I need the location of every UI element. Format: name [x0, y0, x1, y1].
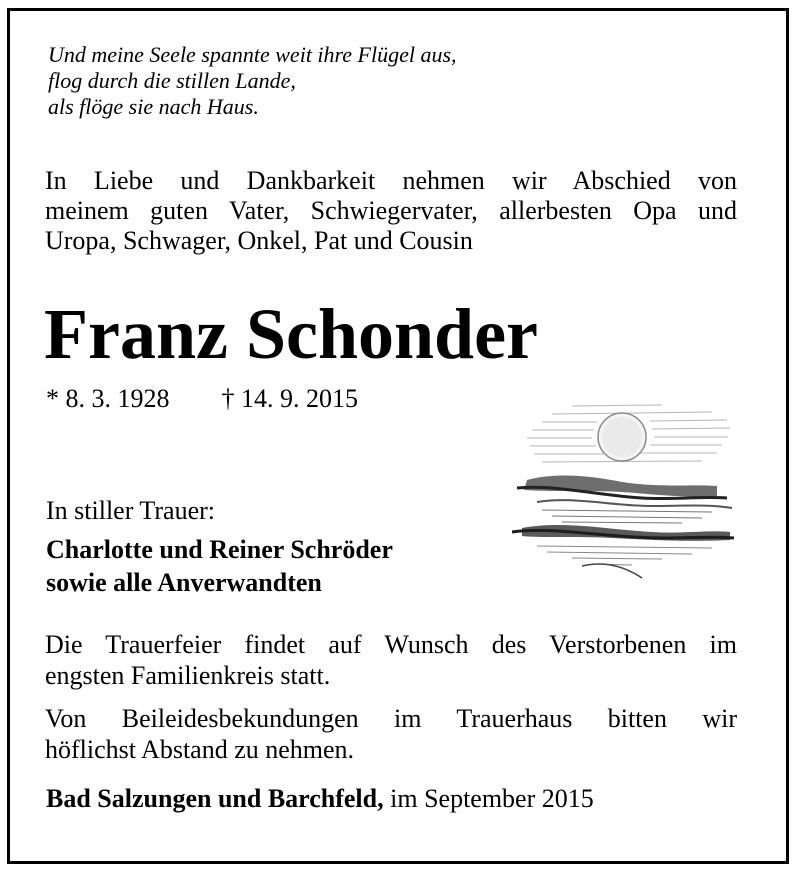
funeral-notice-line: Die Trauerfeier findet auf Wunsch des Verstorbenen im	[45, 630, 737, 659]
poem-line: als flöge sie nach Haus.	[48, 94, 259, 119]
funeral-notice	[45, 629, 737, 691]
mourners-list	[46, 533, 393, 599]
place: Bad Salzungen und Barchfeld,	[46, 784, 384, 813]
condolence-notice	[45, 703, 737, 765]
mourner-name: sowie alle Anverwandten	[46, 568, 322, 597]
intro-text	[45, 166, 737, 256]
intro-line: meinem guten Vater, Schwiegervater, allerbesten Opa und	[45, 196, 737, 225]
death-date: † 14. 9. 2015	[221, 384, 358, 413]
condolence-notice-line: Von Beileidesbekundungen im Trauerhaus bitten wir	[45, 704, 737, 733]
funeral-notice-line: engsten Familienkreis statt.	[45, 661, 331, 690]
mourner-name: Charlotte und Reiner Schröder	[46, 535, 393, 564]
intro-line: In Liebe und Dankbarkeit nehmen wir Abschied von	[45, 166, 737, 195]
poem-line: flog durch die stillen Lande,	[48, 68, 296, 93]
intro-line: Uropa, Schwager, Onkel, Pat und Cousin	[45, 226, 473, 255]
place-and-date	[46, 784, 594, 814]
condolence-notice-line: höflichst Abstand zu nehmen.	[45, 735, 355, 764]
mourning-label: In stiller Trauer:	[46, 496, 215, 525]
poem	[48, 42, 457, 120]
birth-date: * 8. 3. 1928	[46, 384, 170, 413]
moon-over-sea-sketch-icon	[512, 392, 734, 588]
poem-line: Und meine Seele spannte weit ihre Flügel aus,	[48, 42, 457, 67]
deceased-name: Franz Schonder	[44, 294, 538, 374]
date: im September 2015	[383, 784, 594, 813]
life-dates	[46, 384, 358, 414]
